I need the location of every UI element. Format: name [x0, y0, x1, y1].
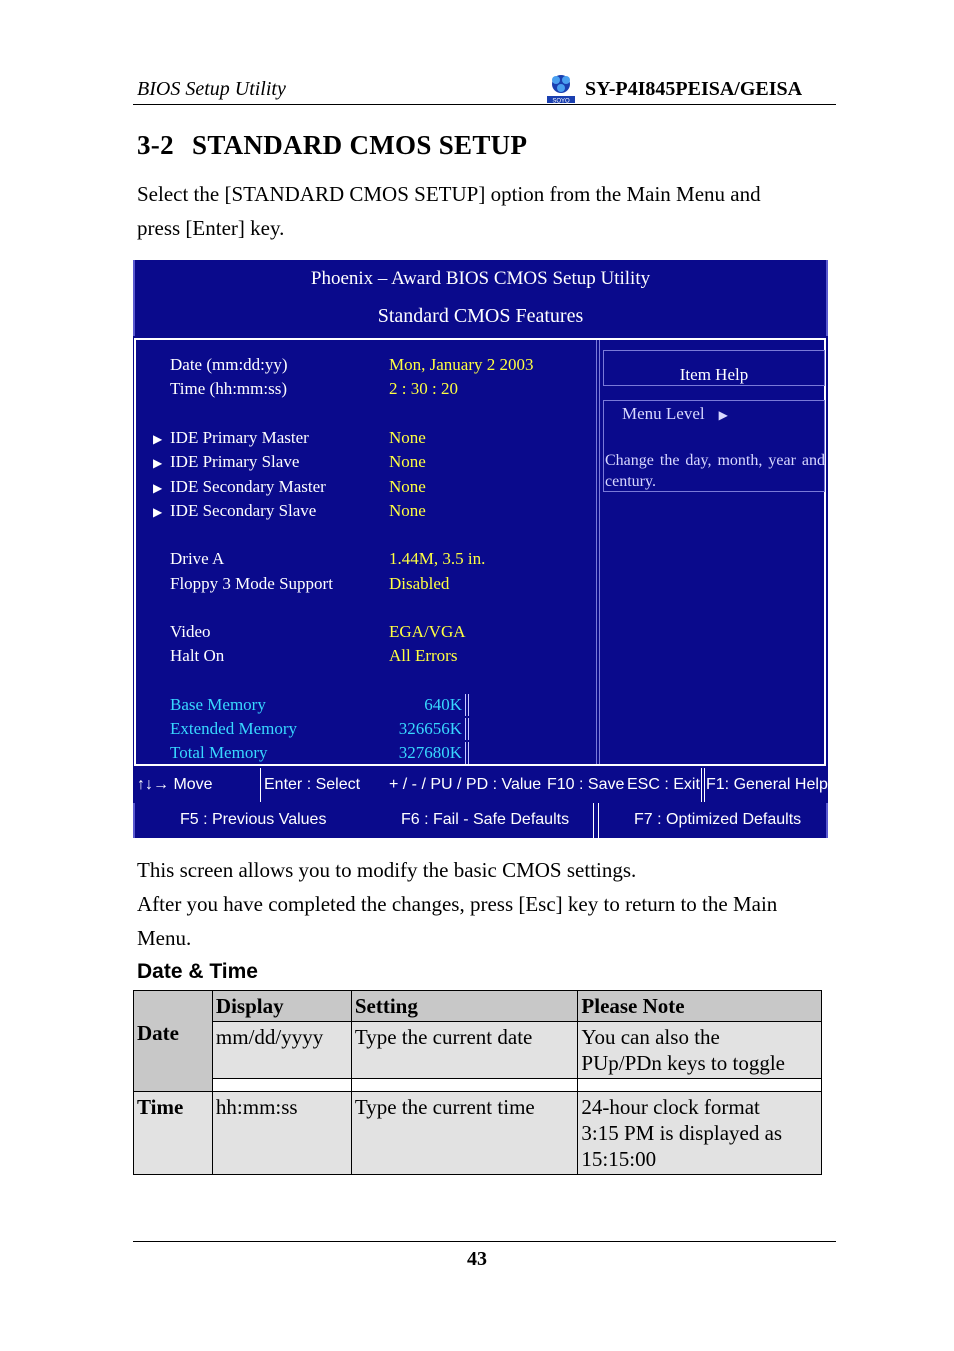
- bios-title: Phoenix – Award BIOS CMOS Setup Utility: [310, 268, 651, 289]
- bios-item-drive-a[interactable]: Drive A: [170, 549, 225, 568]
- intro-line-1: Select the [STANDARD CMOS SETUP] option from the Main Menu and: [137, 182, 761, 206]
- soyo-logo: [544, 70, 578, 104]
- bios-item-base-memory: Base Memory: [170, 695, 266, 714]
- bios-panel-divider: [596, 340, 600, 764]
- body-line-2: After you have completed the changes, press [Esc] key to return to the Main: [137, 892, 778, 916]
- header-rule: [133, 104, 836, 105]
- table-row: [134, 1022, 822, 1079]
- intro-line-2: press [Enter] key.: [137, 216, 285, 240]
- soyo-logo-text: SOYO: [552, 98, 570, 104]
- section-title-text: STANDARD CMOS SETUP: [192, 130, 528, 160]
- menu-level: [622, 404, 728, 424]
- page-number: 43: [467, 1248, 487, 1270]
- table-row: [134, 1092, 822, 1175]
- date-setting: Type the current date: [351, 1022, 578, 1079]
- submenu-arrow-icon: ▶: [153, 505, 163, 519]
- bios-item-ide-primary-master-value[interactable]: None: [389, 428, 426, 447]
- key-f10-save: F10 : Save: [547, 776, 625, 793]
- key-separator: [593, 803, 599, 838]
- key-enter-select: Enter : Select: [264, 776, 361, 793]
- key-value: + / - / PU / PD : Value: [389, 776, 542, 793]
- triangle-right-icon: ▶: [718, 408, 728, 422]
- key-f1-help: F1: General Help: [706, 776, 828, 793]
- row-label-time: Time: [134, 1092, 213, 1175]
- bios-item-time-label[interactable]: Time (hh:mm:ss): [170, 379, 287, 398]
- bios-item-ide-secondary-slave[interactable]: IDE Secondary Slave: [170, 501, 317, 520]
- section-title: [137, 130, 527, 161]
- memory-field-bar: [465, 694, 469, 716]
- bios-item-ide-primary-slave[interactable]: IDE Primary Slave: [170, 452, 300, 471]
- submenu-arrow-icon: ▶: [153, 481, 163, 495]
- key-esc-exit: ESC : Exit: [627, 776, 700, 793]
- bios-item-base-memory-value: 640K: [424, 695, 462, 714]
- key-separator: [701, 768, 705, 802]
- column-header-note: Please Note: [578, 991, 822, 1022]
- model-name: SY-P4I845PEISA/GEISA: [585, 78, 803, 100]
- item-help-text: Change the day, month, year and century.: [605, 452, 825, 490]
- column-header-display: Display: [212, 991, 351, 1022]
- memory-field-bar: [465, 718, 469, 740]
- footer-rule: [133, 1241, 836, 1242]
- bios-item-ide-secondary-master-value[interactable]: None: [389, 477, 426, 496]
- bios-item-extended-memory-value: 326656K: [398, 719, 462, 738]
- bios-item-video-value[interactable]: EGA/VGA: [389, 622, 466, 641]
- memory-field-bar: [465, 742, 469, 764]
- row-label-date: Date: [134, 991, 213, 1092]
- key-f6-fail-safe: F6 : Fail - Safe Defaults: [401, 811, 570, 828]
- date-note: You can also the PUp/PDn keys to toggle: [578, 1022, 822, 1079]
- bios-item-video[interactable]: Video: [170, 622, 211, 641]
- key-move: ↑↓→ Move: [137, 776, 213, 793]
- section-number: 3-2: [137, 130, 174, 160]
- menu-level-label: Menu Level: [622, 404, 705, 423]
- bios-item-date-label[interactable]: Date (mm:dd:yy): [170, 355, 288, 374]
- bios-item-ide-primary-master[interactable]: IDE Primary Master: [170, 428, 309, 447]
- table-header-row: [134, 991, 822, 1022]
- bios-item-total-memory: Total Memory: [170, 743, 268, 762]
- bios-item-halt-on[interactable]: Halt On: [170, 646, 225, 665]
- table-heading: Date & Time: [137, 960, 258, 983]
- time-note: 24-hour clock format 3:15 PM is displayed as 15:15:00: [578, 1092, 822, 1175]
- header-title: BIOS Setup Utility: [137, 78, 286, 100]
- bios-item-floppy-3-mode-value[interactable]: Disabled: [389, 574, 450, 593]
- bios-item-floppy-3-mode[interactable]: Floppy 3 Mode Support: [170, 574, 333, 593]
- table-spacer-row: [134, 1079, 822, 1092]
- key-f7-optimized: F7 : Optimized Defaults: [634, 811, 802, 828]
- submenu-arrow-icon: ▶: [153, 432, 163, 446]
- time-setting: Type the current time: [351, 1092, 578, 1175]
- bios-screen: [133, 260, 828, 838]
- body-line-1: This screen allows you to modify the basic CMOS settings.: [137, 858, 637, 882]
- bios-subtitle: Standard CMOS Features: [377, 305, 584, 327]
- bios-item-drive-a-value[interactable]: 1.44M, 3.5 in.: [389, 549, 486, 568]
- submenu-arrow-icon: ▶: [153, 456, 163, 470]
- bios-item-extended-memory: Extended Memory: [170, 719, 297, 738]
- bios-item-ide-secondary-slave-value[interactable]: None: [389, 501, 426, 520]
- bios-item-halt-on-value[interactable]: All Errors: [389, 646, 458, 665]
- column-header-setting: Setting: [351, 991, 578, 1022]
- bios-item-ide-primary-slave-value[interactable]: None: [389, 452, 426, 471]
- bios-item-ide-secondary-master[interactable]: IDE Secondary Master: [170, 477, 326, 496]
- date-time-table: [133, 990, 822, 1175]
- body-line-3: Menu.: [137, 926, 192, 950]
- key-separator: [260, 768, 261, 802]
- arrow-keys-icon: ↑↓→: [137, 776, 169, 793]
- bios-item-total-memory-value: 327680K: [398, 743, 462, 762]
- time-display: hh:mm:ss: [212, 1092, 351, 1175]
- bios-item-date-value[interactable]: Mon, January 2 2003: [389, 355, 534, 374]
- key-f5-previous: F5 : Previous Values: [180, 811, 327, 828]
- bios-item-time-value[interactable]: 2 : 30 : 20: [389, 379, 458, 398]
- date-display: mm/dd/yyyy: [212, 1022, 351, 1079]
- item-help-title: Item Help: [679, 365, 749, 384]
